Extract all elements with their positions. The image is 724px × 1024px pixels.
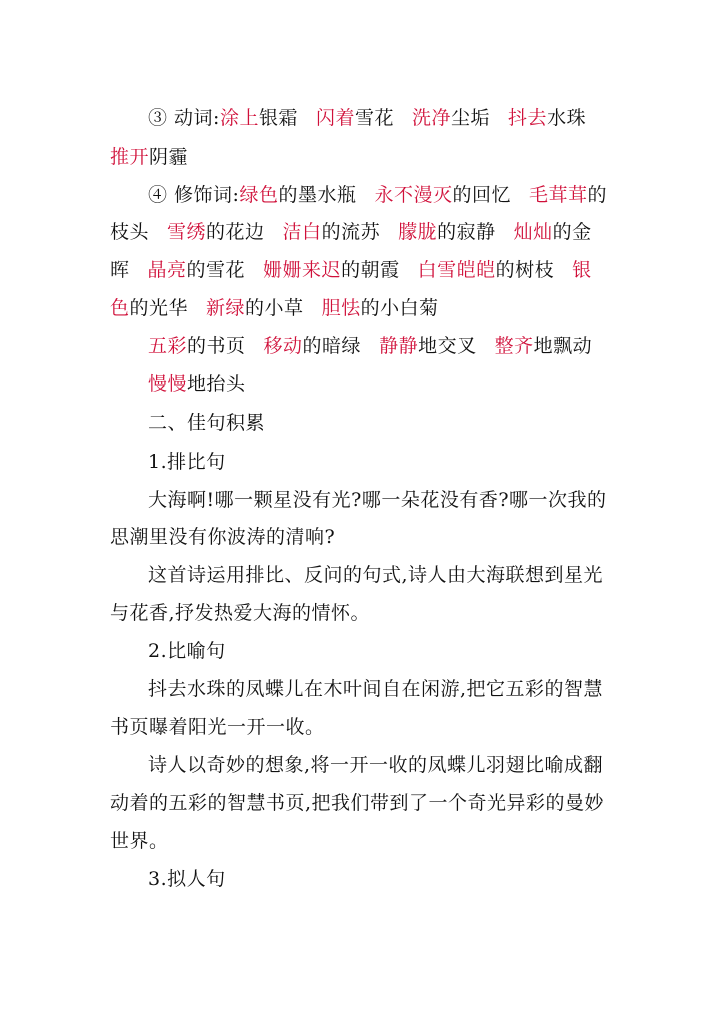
word-tail: 阴霾: [149, 146, 189, 168]
modifiers-line-4: [110, 296, 439, 320]
word-tail: 晖: [110, 259, 130, 281]
keyword: 推开: [110, 146, 150, 168]
quote-line: 思潮里没有你波涛的清响?: [110, 526, 336, 548]
keyword: 雪绣: [167, 221, 207, 243]
quote-line: 书页曝着阳光一开一收。: [110, 716, 325, 738]
quote-line: 大海啊!哪一颗星没有光?哪一朵花没有香?哪一次我的: [148, 489, 607, 511]
modifiers-line-5: [148, 334, 592, 358]
keyword: 慢慢: [148, 373, 188, 395]
word-tail: 的雪花: [186, 259, 246, 281]
modifiers-line-2: [110, 220, 592, 244]
subsection-title-2: 2.比喻句: [148, 640, 226, 662]
keyword: 灿灿: [513, 221, 553, 243]
word-tail: 地交叉: [418, 335, 477, 357]
modifiers-line-3: [110, 258, 592, 282]
modifiers-label: ④ 修饰词:: [148, 184, 240, 206]
word-tail: 的: [587, 184, 608, 206]
subsection-title-1: 1.排比句: [148, 451, 226, 473]
keyword: 五彩: [148, 335, 188, 357]
keyword: 洁白: [282, 221, 322, 243]
word-tail: 的金: [552, 221, 592, 243]
keyword: 白雪皑皑: [417, 259, 496, 281]
word-tail: 的朝霞: [341, 259, 400, 281]
keyword: 晶亮: [147, 259, 187, 281]
verbs-line-1: [148, 106, 586, 130]
modifiers-line-1: [148, 183, 607, 207]
word-tail: 尘垢: [451, 107, 491, 129]
keyword: 永不漫灭: [374, 184, 453, 206]
subsection-title-3: 3.拟人句: [148, 868, 226, 890]
modifiers-line-6: [148, 372, 246, 396]
word-tail: 的回忆: [452, 184, 512, 206]
word-tail: 的流苏: [321, 221, 381, 243]
keyword: 涂上: [219, 107, 259, 129]
keyword: 新绿: [206, 297, 246, 319]
word-tail: 地飘动: [533, 335, 593, 357]
keyword: 朦胧: [398, 221, 438, 243]
note-line: 这首诗运用排比、反问的句式,诗人由大海联想到星光: [148, 564, 604, 586]
word-tail: 的暗绿: [302, 335, 362, 357]
keyword: 毛茸茸: [529, 184, 588, 206]
word-tail: 枝头: [110, 221, 150, 243]
word-tail: 的书页: [187, 335, 246, 357]
word-tail: 银霜: [258, 107, 298, 129]
word-tail: 的花边: [206, 221, 265, 243]
word-tail: 的墨水瓶: [278, 184, 357, 206]
word-tail: 的光华: [129, 297, 189, 319]
note-line: 与花香,抒发热爱大海的情怀。: [110, 602, 371, 624]
note-line: 世界。: [110, 830, 169, 852]
verbs-label: ③ 动词:: [148, 107, 220, 129]
keyword: 移动: [263, 335, 303, 357]
verbs-line-2: [110, 145, 188, 169]
word-tail: 水珠: [547, 107, 587, 129]
word-tail: 的小草: [245, 297, 304, 319]
quote-line: 抖去水珠的凤蝶儿在木叶间自在闲游,把它五彩的智慧: [148, 678, 604, 700]
word-tail: 的小白菊: [360, 297, 439, 319]
word-tail: 的寂静: [437, 221, 496, 243]
word-tail: 的树枝: [495, 259, 555, 281]
keyword: 姗姗来迟: [263, 259, 342, 281]
keyword: 抖去: [508, 107, 548, 129]
keyword: 银: [572, 259, 592, 281]
keyword: 色: [110, 297, 130, 319]
keyword: 洗净: [412, 107, 452, 129]
keyword: 绿色: [239, 184, 279, 206]
section-heading: 二、佳句积累: [148, 412, 266, 434]
keyword: 整齐: [494, 335, 534, 357]
word-tail: 地抬头: [187, 373, 246, 395]
keyword: 闪着: [315, 107, 355, 129]
note-line: 诗人以奇妙的想象,将一开一收的凤蝶儿羽翅比喻成翻: [148, 754, 604, 776]
keyword: 静静: [379, 335, 419, 357]
keyword: 胆怯: [321, 297, 361, 319]
word-tail: 雪花: [355, 107, 395, 129]
note-line: 动着的五彩的智慧书页,把我们带到了一个奇光异彩的曼妙: [110, 792, 605, 814]
